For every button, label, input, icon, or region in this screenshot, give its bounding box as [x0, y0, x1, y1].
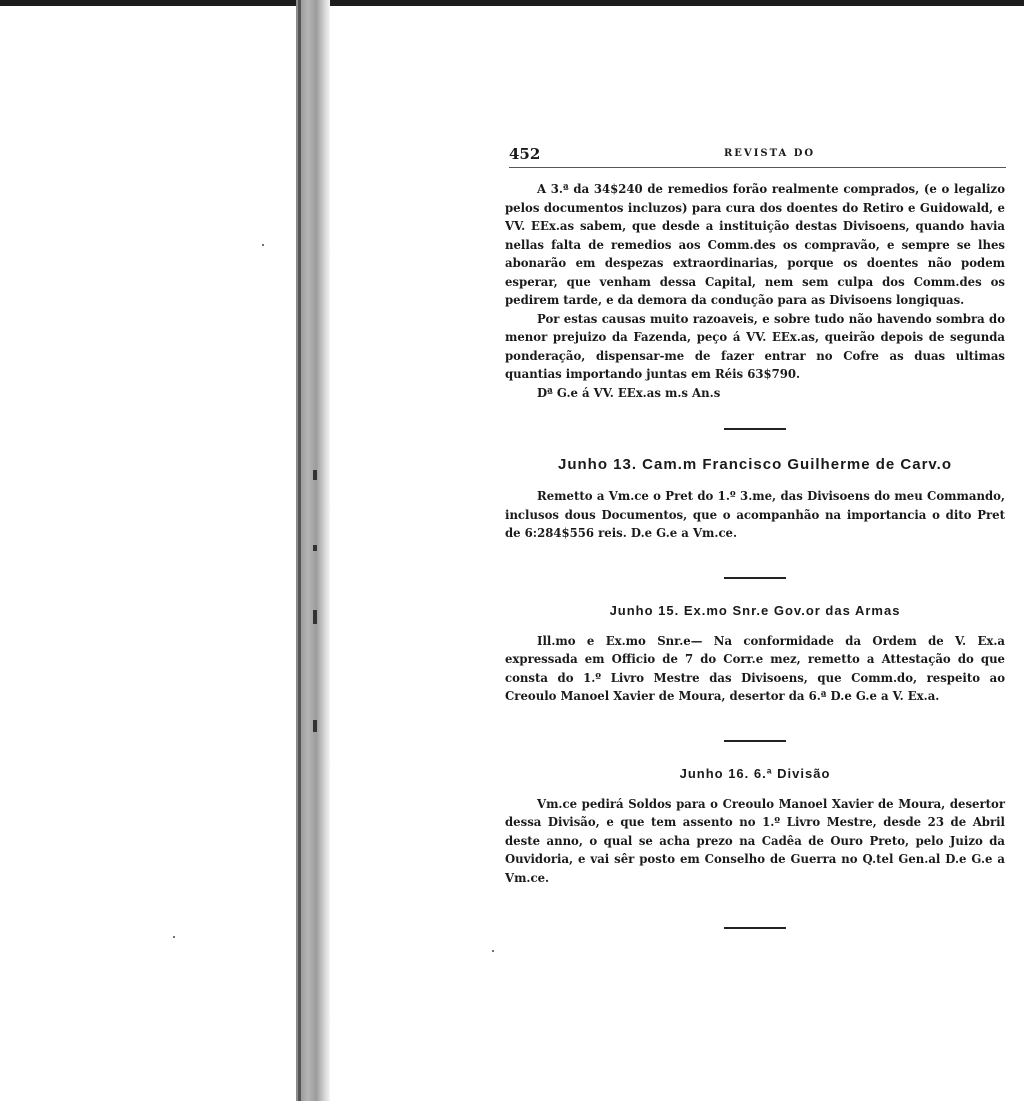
scan-top-edge	[0, 0, 1024, 6]
body-paragraph: Ill.mo e Ex.mo Snr.e— Na conformidade da Ordem de V. Ex.a expressada em Officio de 7 do Corr.e mez, remetto a Attestação do que consta do 1.º Livro Mestre das Divisoens, que Comm.do, respeito ao Creoulo Manoel Xavier de Moura, desertor da 6.ª D.e G.e a V. Ex.a.	[505, 633, 1005, 703]
book-gutter-line	[298, 0, 301, 1101]
page-body	[505, 180, 1005, 929]
section-divider	[724, 927, 786, 929]
entry-heading: Junho 16. 6.ª Divisão	[679, 765, 831, 781]
body-paragraph: Por estas causas muito razoaveis, e sobre tudo não havendo sombra do menor prejuizo da Fazenda, peço á VV. EEx.as, queirão depois de segunda ponderação, dispensar-me de fazer entrar no Cofre as duas ultimas quantias importando juntas em Réis 63$790.	[505, 311, 1005, 381]
gutter-mark	[313, 610, 317, 624]
section-divider	[724, 577, 786, 579]
running-head: REVISTA DO	[724, 148, 816, 159]
body-paragraph: Vm.ce pedirá Soldos para o Creoulo Manoel Xavier de Moura, desertor dessa Divisão, e que tem assento no 1.º Livro Mestre, desde 23 de Abril deste anno, o qual se acha prezo na Cadêa de Ouro Preto, pelo Juizo da Ouvidoria, e vai sêr posto em Conselho de Guerra no Q.tel Gen.al D.e G.e a Vm.ce.	[505, 796, 1005, 885]
body-paragraph: Remetto a Vm.ce o Pret do 1.º 3.me, das Divisoens do meu Commando, inclusos dous Documentos, que o acompanhão na importancia o dito Pret de 6:284$556 reis. D.e G.e a Vm.ce.	[505, 489, 1005, 540]
gutter-mark	[313, 545, 317, 551]
scan-speck	[262, 244, 264, 246]
page-header	[509, 145, 1006, 168]
gutter-mark	[313, 720, 317, 732]
entry-heading: Junho 13. Cam.m Francisco Guilherme de Carv.o	[558, 456, 952, 473]
entry-heading: Junho 15. Ex.mo Snr.e Gov.or das Armas	[609, 602, 901, 618]
section-divider	[724, 428, 786, 430]
letter-closing: Dª G.e á VV. EEx.as m.s An.s	[537, 385, 721, 400]
letter-entry	[505, 456, 1005, 543]
letter-entry	[505, 180, 1005, 402]
gutter-mark	[313, 470, 317, 480]
letter-entry	[505, 603, 1005, 706]
scan-speck	[173, 936, 175, 938]
page-number: 452	[509, 145, 541, 163]
section-divider	[724, 740, 786, 742]
letter-entry	[505, 766, 1005, 888]
body-paragraph: A 3.ª da 34$240 de remedios forão realmente comprados, (e o legalizo pelos documentos incluzos) para cura dos doentes do Retiro e Guidowald, e VV. EEx.as sabem, que desde a instituição destas Divisoens, quando havia nellas falta de remedios aos Comm.des os compravão, e sempre se lhes abonarão em despezas extraordinarias, porque os doentes não podem esperar, que venham dessa Capital, nem sem culpa dos Comm.des os pedirem tarde, e da demora da condução para as Divisoens longiquas.	[505, 182, 1005, 307]
scan-speck	[492, 950, 494, 952]
